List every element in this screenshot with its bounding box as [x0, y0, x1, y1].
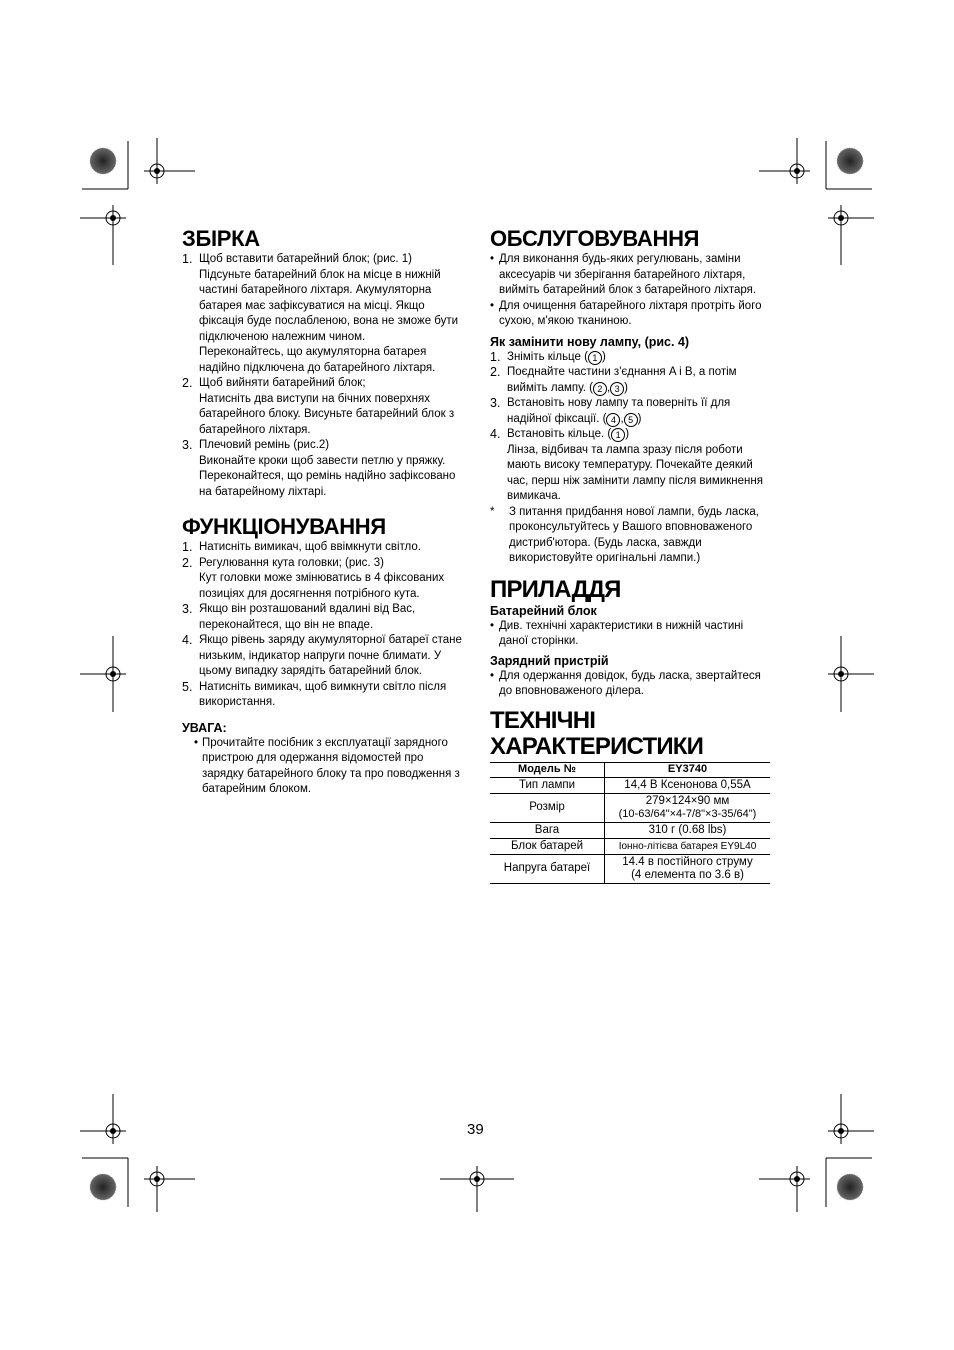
step-text: Поєднайте частини з'єднання A і B, а потім вийміть лампу. (: [507, 366, 737, 394]
lamp-note: [490, 505, 775, 567]
step-number: 2.: [182, 376, 193, 390]
table-cell: Вага: [490, 822, 605, 838]
assembly-heading: ЗБІРКА: [182, 226, 260, 251]
list-item: [182, 680, 466, 711]
circled-number: 1: [588, 351, 602, 365]
step-text: Натисніть вимикач, щоб ввімкнути світло.: [199, 541, 421, 553]
battery-pack-heading: Батарейний блок: [490, 603, 597, 618]
step-note: Лінза, відбивач та лампа зразу після роботи мають високу температуру. Почекайте деякий час, перш ніж замінити лампу після вимикнення вимикача.: [507, 443, 763, 502]
specs-table: [490, 762, 770, 884]
step-number: 1.: [490, 349, 501, 364]
list-item: 3. Встановіть нову лампу та поверніть її для надійної фіксації. ( 4 , 5 ): [490, 396, 731, 425]
table-cell: 310 г (0.68 lbs): [605, 822, 771, 838]
step-text: Натисніть два виступи на бічних поверхнях батарейного блоку. Висуньте батарейний блок з батарейного ліхтаря.: [199, 392, 455, 436]
table-cell: Напруга батареї: [490, 854, 605, 883]
step-text: Переконайтесь, що акумуляторна батарея надійно підключена до батарейного ліхтаря.: [199, 346, 436, 374]
circled-number: 1: [611, 428, 625, 442]
assembly-steps: [182, 252, 466, 500]
lamp-replace-heading: Як замінити нову лампу, (рис. 4): [490, 334, 690, 349]
note-text: З питання придбання нової лампи, будь ласка, проконсультуйтесь у Вашого вповноваженого дистриб'ютора. (Будь ласка, завжди використовуйте оригінальні лампи.): [509, 505, 759, 564]
charger-heading: Зарядний пристрій: [490, 653, 609, 668]
table-cell: 14,4 В Ксенонова 0,55А: [605, 777, 771, 793]
step-text: Якщо рівень заряду акумуляторної батареї стане низьким, індикатор напруги почне блимати. У цьому випадку зарядіть батарейний блок.: [199, 634, 462, 677]
cell-line: 279×124×90 мм: [645, 794, 730, 807]
list-item: [182, 602, 466, 633]
list-item: [490, 427, 775, 505]
step-text: ): [624, 381, 628, 394]
step-text: Встановіть кільце. (: [507, 428, 612, 440]
table-cell: [605, 854, 771, 883]
table-header-cell: Модель №: [490, 762, 605, 777]
table-cell: Блок батарей: [490, 838, 605, 854]
circled-number: 4: [606, 413, 620, 427]
step-number: 3.: [490, 396, 501, 410]
cell-line: (10-63/64"×4-7/8"×3-35/64"): [618, 807, 757, 820]
list-item: • Для виконання будь-яких регулювань, заміни аксесуарів чи зберігання батарейного ліхтаря, вийміть батарейний блок з батарейного ліхтаря.: [490, 252, 775, 299]
step-number: 4.: [490, 427, 501, 441]
table-row: [490, 793, 770, 822]
list-item: [182, 438, 466, 500]
step-text: Щоб вийняти батарейний блок;: [199, 377, 366, 389]
table-cell: Іонно-літієва батарея EY9L40: [605, 838, 771, 854]
table-cell: [605, 793, 771, 822]
list-item: [182, 556, 466, 603]
step-text: Регулювання кута головки; (рис. 3): [199, 556, 385, 569]
step-number: 4.: [182, 633, 193, 647]
operation-heading: ФУНКЦІОНУВАННЯ: [182, 514, 386, 539]
circled-number: 3: [610, 382, 624, 396]
battery-pack-list: [490, 619, 775, 650]
table-cell: Тип лампи: [490, 777, 605, 793]
list-item: 2. Поєднайте частини з'єднання A і B, а потім вийміть лампу. ( 2 , 3 ): [490, 365, 737, 394]
list-item: [490, 350, 775, 366]
list-item: [182, 633, 466, 680]
charger-list: [490, 669, 775, 700]
step-text: Якщо він розташований вдалині від Вас, переконайтеся, що він не впаде.: [199, 603, 416, 631]
page-number: 39: [467, 1121, 484, 1138]
step-text: Підсуньте батарейний блок на місце в нижній частині батарейного ліхтаря. Акумуляторна батарея має зафіксуватися на місці. Якщо фіксація буде послабленою, вона не зможе бути підключеною належним чином.: [199, 268, 459, 343]
operation-steps: [182, 540, 466, 711]
maintenance-list: [490, 252, 775, 330]
step-text: Кут головки може змінюватись в 4 фіксованих позиціях для досягнення потрібного кута.: [199, 572, 445, 600]
maintenance-heading: ОБСЛУГОВУВАННЯ: [490, 226, 700, 251]
step-text: Щоб вставити батарейний блок; (рис. 1): [199, 253, 412, 265]
accessories-heading: ПРИЛАДДЯ: [490, 575, 621, 603]
list-item: • Для одержання довідок, будь ласка, звертайтеся до вповноваженого ділера.: [490, 669, 775, 700]
circled-number: 5: [624, 413, 638, 427]
step-number: 3.: [182, 438, 193, 452]
right-column: [490, 226, 775, 884]
table-cell: Розмір: [490, 793, 605, 822]
step-text: Встановіть нову лампу та поверніть її для надійної фіксації. (: [507, 397, 731, 425]
circled-number: 2: [593, 382, 607, 396]
list-item: • Прочитайте посібник з експлуатації зарядного пристрою для одержання відомостей про зарядку батарейного блоку та про поводження з батарейним блоком.: [182, 736, 466, 798]
lamp-steps: [490, 350, 775, 505]
caution-list: [182, 736, 466, 798]
step-text: ): [601, 350, 606, 363]
table-header-row: [490, 762, 770, 777]
asterisk: *: [490, 505, 495, 518]
list-item: [182, 376, 466, 438]
table-row: [490, 854, 770, 883]
cell-line: (4 елемента по 3.6 в): [631, 868, 744, 881]
table-row: [490, 822, 770, 838]
cell-line: 14.4 в постійного струму: [622, 855, 753, 868]
table-row: [490, 777, 770, 793]
step-text: Натисніть вимикач, щоб вимкнути світло після використання.: [199, 680, 447, 708]
list-item: • Див. технічні характеристики в нижній частині даної сторінки.: [490, 619, 775, 650]
table-header-cell: EY3740: [605, 762, 771, 777]
left-column: [182, 226, 466, 798]
caution-heading: УВАГА:: [182, 720, 227, 735]
step-text: ): [637, 412, 642, 425]
step-text: Виконайте кроки щоб завести петлю у пряжку. Переконайтеся, що ремінь надійно зафіксовано на батарейному ліхтарі.: [199, 454, 456, 498]
step-number: 2.: [182, 555, 193, 570]
step-number: 3.: [182, 602, 193, 616]
step-text: ): [625, 428, 630, 440]
step-number: 1.: [182, 540, 193, 554]
list-item: [182, 252, 466, 376]
step-text: Плечовий ремінь (рис.2): [199, 439, 330, 451]
table-row: [490, 838, 770, 854]
step-text: Зніміть кільце (: [507, 350, 588, 363]
list-item: • Для очищення батарейного ліхтаря протріть його сухою, м'якою тканиною.: [490, 299, 775, 330]
specs-heading: ТЕХНІЧНІ ХАРАКТЕРИСТИКИ: [490, 706, 704, 760]
step-number: 2.: [490, 365, 501, 379]
step-number: 5.: [182, 679, 193, 694]
step-number: 1.: [182, 252, 193, 266]
list-item: [182, 540, 466, 556]
